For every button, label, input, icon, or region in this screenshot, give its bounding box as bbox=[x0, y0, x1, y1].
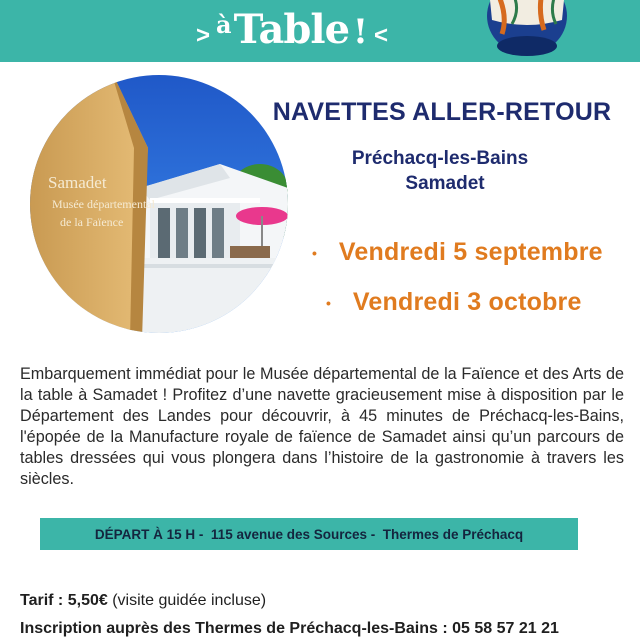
town-2: Samadet bbox=[405, 173, 485, 194]
departure-text: DÉPART À 15 H - 115 avenue des Sources - Thermes de Préchacq bbox=[94, 526, 524, 542]
faience-vase-image bbox=[484, 0, 570, 60]
banner-right-arrow: < bbox=[373, 22, 388, 49]
description-text: Embarquement immédiat pour le Musée départemental de la Faïence et des Arts de la table à Samadet ! Profitez d’une navette gracieusement mise à disposition par le Département des Landes pour découvrir, à 45 minutes de Préchacq-les-Bains, l'épopée de la Manufacture royale de faïence de Samadet ainsi qu’un parcours de tables dressées qui vous plongera dans l’histoire de la gastronomie à travers les siècles. bbox=[20, 365, 624, 488]
departure-bar bbox=[40, 518, 578, 550]
bullet-icon: • bbox=[326, 294, 331, 311]
date-2: Vendredi 3 octobre bbox=[352, 288, 582, 316]
sign-text-2: Musée départemental bbox=[52, 197, 155, 211]
banner-exclamation: ! bbox=[353, 12, 368, 52]
tarif-price: 5,50€ bbox=[67, 592, 108, 609]
museum-photo bbox=[30, 68, 288, 340]
date-row-2 bbox=[326, 288, 582, 317]
banner-word: Table bbox=[233, 6, 350, 53]
town-1: Préchacq-les-Bains bbox=[351, 148, 529, 169]
tarif-note: (visite guidée incluse) bbox=[112, 592, 267, 609]
date-1: Vendredi 5 septembre bbox=[338, 238, 603, 266]
tarif-label: Tarif : bbox=[20, 592, 64, 609]
headline: NAVETTES ALLER-RETOUR bbox=[272, 98, 612, 126]
date-row-1 bbox=[312, 238, 603, 267]
tarif-line bbox=[20, 592, 266, 610]
sign-text-1: Samadet bbox=[48, 173, 107, 192]
bullet-icon: • bbox=[312, 244, 317, 261]
sign-text-3: de la Faïence bbox=[60, 215, 124, 229]
banner-title bbox=[190, 6, 394, 58]
banner-left-arrow: > bbox=[196, 22, 211, 49]
inscription-line: Inscription auprès des Thermes de Préchacq-les-Bains : 05 58 57 21 21 bbox=[20, 620, 559, 637]
banner-a: à bbox=[216, 10, 232, 39]
